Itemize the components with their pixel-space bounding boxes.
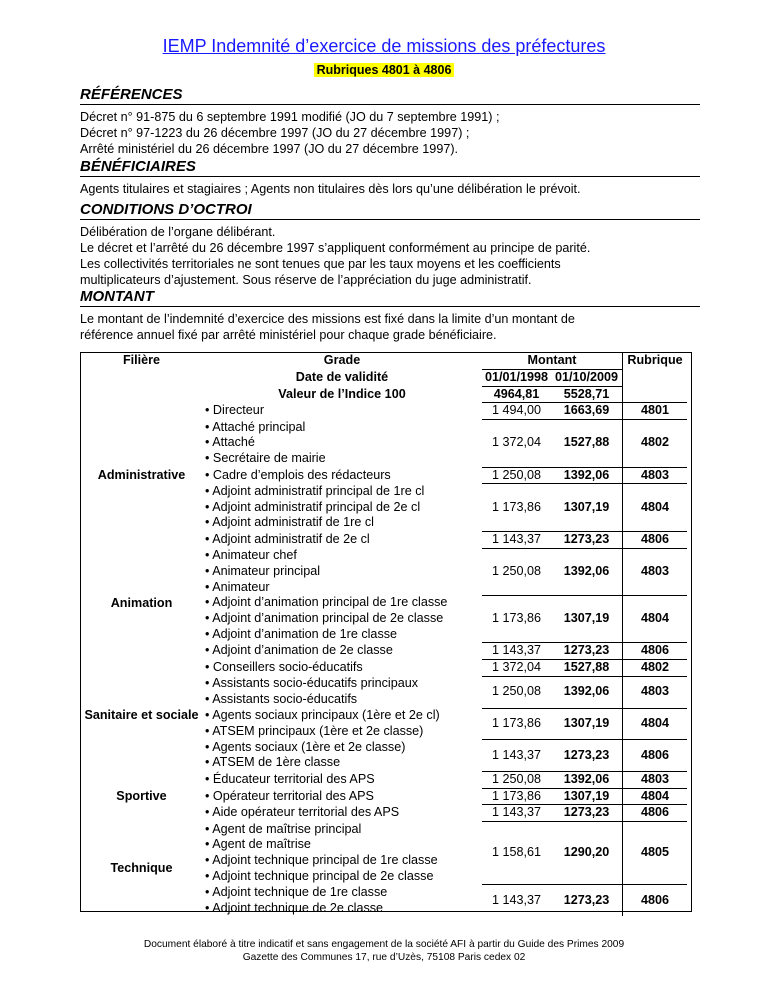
- rubrique-cell: 4803: [623, 676, 688, 708]
- section-heading: CONDITIONS D’OCTROI: [80, 201, 700, 220]
- rubrique-cell: 4803: [623, 548, 688, 595]
- rubrique-cell: 4803: [623, 467, 688, 484]
- bullet-icon: •: [205, 627, 213, 642]
- bullet-icon: •: [205, 869, 213, 883]
- amount-1998-cell: 1 143,37: [482, 805, 551, 822]
- bullet-icon: •: [205, 821, 213, 836]
- bullet-icon: •: [205, 548, 213, 563]
- section-heading: MONTANT: [80, 288, 700, 307]
- grade-label: Assistants socio-éducatifs principaux: [212, 676, 419, 691]
- bullet-icon: •: [205, 515, 213, 530]
- grade-label: Attaché principal: [212, 419, 306, 434]
- bullet-icon: •: [205, 531, 213, 546]
- bullet-icon: •: [205, 403, 213, 418]
- amount-2009-cell: 1273,23: [551, 885, 623, 917]
- bullet-icon: •: [205, 837, 213, 852]
- grade-label: Adjoint d’animation de 1re classe: [212, 627, 398, 642]
- amount-2009-cell: 1307,19: [551, 484, 623, 531]
- amount-1998-cell: 1 143,37: [482, 531, 551, 548]
- grade-label: Opérateur territorial des APS: [212, 788, 374, 803]
- amount-1998-cell: 1 494,00: [482, 403, 551, 420]
- amount-1998-cell: 1 250,08: [482, 676, 551, 708]
- header-indice-1: 4964,81: [482, 386, 551, 403]
- grade-label: Éducateur territorial des APS: [212, 771, 375, 786]
- bullet-icon: •: [205, 884, 213, 899]
- amount-1998-cell: 1 173,86: [482, 788, 551, 805]
- table-frame: [80, 352, 692, 912]
- grade-label: Adjoint administratif de 2e cl: [212, 531, 370, 546]
- amount-2009-cell: 1273,23: [551, 643, 623, 660]
- header-date-label: Date de validité: [295, 369, 389, 384]
- grade-label: Adjoint technique de 1re classe: [212, 884, 388, 899]
- rubrique-cell: 4801: [623, 403, 688, 420]
- header-indice-2: 5528,71: [551, 386, 623, 403]
- bullet-icon: •: [205, 499, 213, 514]
- bullet-icon: •: [205, 692, 213, 707]
- rubrique-cell: 4805: [623, 822, 688, 885]
- bullet-icon: •: [205, 611, 213, 626]
- filiere-cell: Sportive: [116, 788, 167, 803]
- grade-label: Adjoint technique de 2e classe: [212, 900, 384, 915]
- rubrique-cell: 4804: [623, 595, 688, 642]
- amount-1998-cell: 1 250,08: [482, 771, 551, 788]
- section-conditions: [80, 201, 700, 288]
- amount-1998-cell: 1 173,86: [482, 595, 551, 642]
- grade-label: Adjoint d’animation principal de 2e classe: [212, 611, 444, 626]
- grade-label: Animateur chef: [212, 548, 297, 563]
- document-title: IEMP Indemnité d’exercice de missions des préfectures: [162, 36, 606, 56]
- section-body: Délibération de l’organe délibérant. Le décret et l’arrêté du 26 décembre 1997 s’appliquent conformément au principe de parité. Les collectivités territoriales ne sont tenues que par les taux moyens et les coefficients multiplicateurs d’ajustement. Sous réserve de l’appréciation du juge administratif.: [80, 225, 591, 287]
- grade-label: Agents sociaux (1ère et 2e classe): [212, 739, 406, 754]
- rubrique-cell: 4806: [623, 740, 688, 772]
- bullet-icon: •: [205, 900, 213, 915]
- header-date-2: 01/10/2009: [551, 369, 623, 386]
- bullet-icon: •: [205, 708, 213, 723]
- grade-label: Animateur: [212, 579, 270, 594]
- section-beneficiaires: [80, 158, 700, 197]
- section-body: Agents titulaires et stagiaires ; Agents non titulaires dès lors qu’une délibération le prévoit.: [80, 182, 581, 196]
- rubrique-cell: 4802: [623, 420, 688, 467]
- section-montant: [80, 288, 700, 343]
- amount-1998-cell: 1 372,04: [482, 660, 551, 677]
- grade-label: ATSEM de 1ère classe: [212, 755, 341, 770]
- rubrique-cell: 4804: [623, 484, 688, 531]
- rubrique-cell: 4802: [623, 660, 688, 677]
- amount-2009-cell: 1290,20: [551, 822, 623, 885]
- amount-2009-cell: 1392,06: [551, 771, 623, 788]
- grade-label: Secrétaire de mairie: [212, 451, 326, 466]
- grade-label: Directeur: [212, 403, 265, 418]
- rubrique-cell: 4804: [623, 708, 688, 740]
- bullet-icon: •: [205, 419, 213, 434]
- filiere-cell: Administrative: [97, 467, 186, 482]
- grade-label: Agent de maîtrise principal: [212, 821, 362, 836]
- subtitle-highlight: Rubriques 4801 à 4806: [314, 63, 455, 77]
- amount-1998-cell: 1 250,08: [482, 548, 551, 595]
- amount-2009-cell: 1392,06: [551, 548, 623, 595]
- section-references: [80, 86, 700, 157]
- amount-2009-cell: 1307,19: [551, 788, 623, 805]
- section-body: Décret n° 91-875 du 6 septembre 1991 modifié (JO du 7 septembre 1991) ; Décret n° 97-1223 du 26 décembre 1997 (JO du 27 décembre 1997) ; Arrêté ministériel du 26 décembre 1997 (JO du 27 décembre 1997).: [80, 110, 500, 156]
- bullet-icon: •: [205, 788, 213, 803]
- bullet-icon: •: [205, 467, 213, 482]
- grade-label: Adjoint d’animation principal de 1re classe: [212, 595, 448, 610]
- bullet-icon: •: [205, 563, 213, 578]
- header-filiere: Filière: [81, 353, 202, 403]
- amount-2009-cell: 1307,19: [551, 708, 623, 740]
- amount-2009-cell: 1392,06: [551, 676, 623, 708]
- bullet-icon: •: [205, 595, 213, 610]
- amount-1998-cell: 1 250,08: [482, 467, 551, 484]
- rubrique-cell: 4806: [623, 531, 688, 548]
- header-date-1: 01/01/1998: [482, 369, 551, 386]
- grade-label: Agents sociaux principaux (1ère et 2e cl): [212, 708, 440, 723]
- section-body: Le montant de l’indemnité d’exercice des missions est fixé dans la limite d’un montant de référence annuel fixé par arrêté ministériel pour chaque grade bénéficiaire.: [80, 312, 575, 342]
- section-heading: BÉNÉFICIAIRES: [80, 158, 700, 177]
- header-grade: Grade: [202, 353, 482, 370]
- filiere-cell: Sanitaire et sociale: [84, 707, 199, 722]
- bullet-icon: •: [205, 805, 213, 820]
- grade-label: Adjoint technique principal de 1re classe: [212, 853, 438, 868]
- bullet-icon: •: [205, 435, 213, 450]
- header-montant: Montant: [482, 353, 623, 370]
- amount-1998-cell: 1 143,37: [482, 885, 551, 917]
- section-heading: RÉFÉRENCES: [80, 86, 700, 105]
- grade-label: Agent de maîtrise: [212, 837, 311, 852]
- bullet-icon: •: [205, 660, 213, 675]
- bullet-icon: •: [205, 723, 213, 738]
- footer-line-2: Gazette des Communes 17, rue d’Uzès, 75108 Paris cedex 02: [242, 952, 526, 963]
- rubrique-cell: 4804: [623, 788, 688, 805]
- bullet-icon: •: [205, 739, 213, 754]
- grade-label: Assistants socio-éducatifs: [212, 692, 358, 707]
- bullet-icon: •: [205, 771, 213, 786]
- amount-2009-cell: 1527,88: [551, 660, 623, 677]
- footer: [0, 938, 768, 964]
- amount-2009-cell: 1273,23: [551, 531, 623, 548]
- header-indice-label: Valeur de l’Indice 100: [278, 386, 406, 401]
- grade-label: Adjoint d’animation de 2e classe: [212, 643, 393, 658]
- grade-label: Animateur principal: [212, 563, 321, 578]
- amount-2009-cell: 1273,23: [551, 740, 623, 772]
- grade-label: Adjoint technique principal de 2e classe: [212, 869, 434, 883]
- grade-label: Adjoint administratif principal de 2e cl: [212, 499, 421, 514]
- grade-label: ATSEM principaux (1ère et 2e classe): [212, 723, 424, 738]
- document-subtitle: [0, 61, 768, 79]
- rubrique-cell: 4806: [623, 643, 688, 660]
- grade-label: Aide opérateur territorial des APS: [212, 805, 400, 820]
- bullet-icon: •: [205, 676, 213, 691]
- amount-1998-cell: 1 173,86: [482, 484, 551, 531]
- amount-2009-cell: 1663,69: [551, 403, 623, 420]
- amount-2009-cell: 1392,06: [551, 467, 623, 484]
- bullet-icon: •: [205, 755, 213, 770]
- rubrique-cell: 4803: [623, 771, 688, 788]
- filiere-cell: Technique: [110, 861, 173, 876]
- filiere-cell: Animation: [110, 595, 173, 610]
- header-rubrique: Rubrique: [623, 353, 688, 370]
- bullet-icon: •: [205, 451, 213, 466]
- grade-label: Conseillers socio-éducatifs: [212, 660, 363, 675]
- amount-1998-cell: 1 143,37: [482, 643, 551, 660]
- footer-line-1: Document élaboré à titre indicatif et sans engagement de la société AFI à partir du Guide des Primes 2009: [143, 939, 625, 950]
- grade-label: Attaché: [212, 435, 255, 450]
- grade-label: Adjoint administratif de 1re cl: [212, 515, 374, 530]
- bullet-icon: •: [205, 643, 213, 658]
- amount-1998-cell: 1 372,04: [482, 420, 551, 467]
- rubrique-cell: 4806: [623, 805, 688, 822]
- amount-2009-cell: 1307,19: [551, 595, 623, 642]
- bullet-icon: •: [205, 853, 213, 868]
- grade-label: Cadre d’emplois des rédacteurs: [212, 467, 391, 482]
- amount-1998-cell: 1 173,86: [482, 708, 551, 740]
- grade-label: Adjoint administratif principal de 1re cl: [212, 483, 425, 498]
- bullet-icon: •: [205, 483, 213, 498]
- amount-2009-cell: 1527,88: [551, 420, 623, 467]
- amount-1998-cell: 1 158,61: [482, 822, 551, 885]
- amount-2009-cell: 1273,23: [551, 805, 623, 822]
- bullet-icon: •: [205, 579, 213, 594]
- amount-1998-cell: 1 143,37: [482, 740, 551, 772]
- rubrique-cell: 4806: [623, 885, 688, 917]
